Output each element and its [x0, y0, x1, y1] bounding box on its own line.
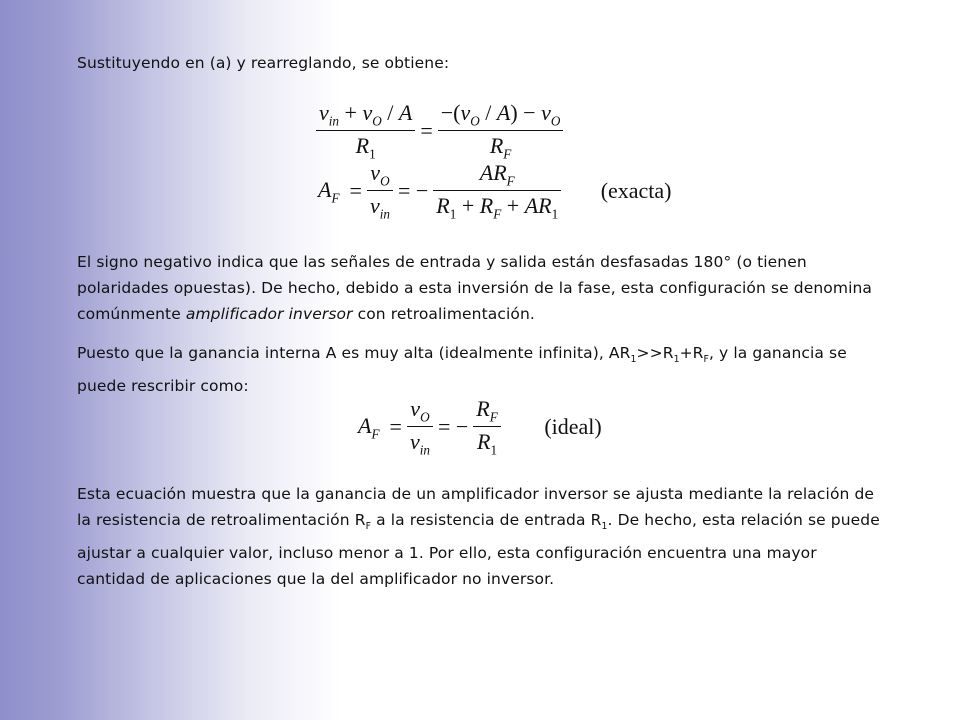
equation-substitution: $\frac{v_{in} + v_O / A}{R_1}$ = $\frac{-(v_O / A) - v_O}{R_F}$	[316, 100, 563, 163]
eq1-right-fraction: $\frac{-(v_O / A) - v_O}{R_F}$	[438, 100, 564, 163]
paragraph-conclusion: Esta ecuación muestra que la ganancia de un amplificador inversor se ajusta mediante la relación de la resistencia de retroalimentación $R_F$ a la resistencia de entrada $R_1$. De hecho, esta relación se puede ajustar a cualquier valor, incluso menor a 1. Por ello, esta configuración encuentra una mayor cantidad de aplicaciones que la del amplificador no inversor.	[77, 485, 880, 589]
intro-text: Sustituyendo en (a) y rearreglando, se obtiene:	[77, 54, 450, 72]
eq1-left-fraction: $\frac{v_{in} + v_O / A}{R_1}$	[316, 100, 415, 163]
equation-gain-exact: $A_F$ = $\frac{v_O}{v_{in}}$ = − $\frac{AR_F}{R_1 + R_F + AR_1}$ (exacta)	[318, 160, 672, 222]
equation-gain-ideal: $A_F$ = $\frac{v_O}{v_{in}}$ = − $\frac{R_F}{R_1}$ (ideal)	[358, 396, 602, 458]
emphasis-term: amplificador inversor	[185, 305, 353, 323]
paragraph-ideal-gain: Puesto que la ganancia interna A es muy alta (idealmente infinita), $AR_1>>R_1+R_F$, y la ganancia se puede rescribir como:	[77, 344, 847, 396]
equation-tag-exact: (exacta)	[600, 178, 672, 204]
paragraph-inverting-explanation: El signo negativo indica que las señales de entrada y salida están desfasadas 180° (o tienen polaridades opuestas). De hecho, debido a esta inversión de la fase, esta configuración se denomina comúnmente amplificador inversor con retroalimentación.	[77, 253, 873, 323]
equation-tag-ideal: (ideal)	[544, 414, 602, 440]
